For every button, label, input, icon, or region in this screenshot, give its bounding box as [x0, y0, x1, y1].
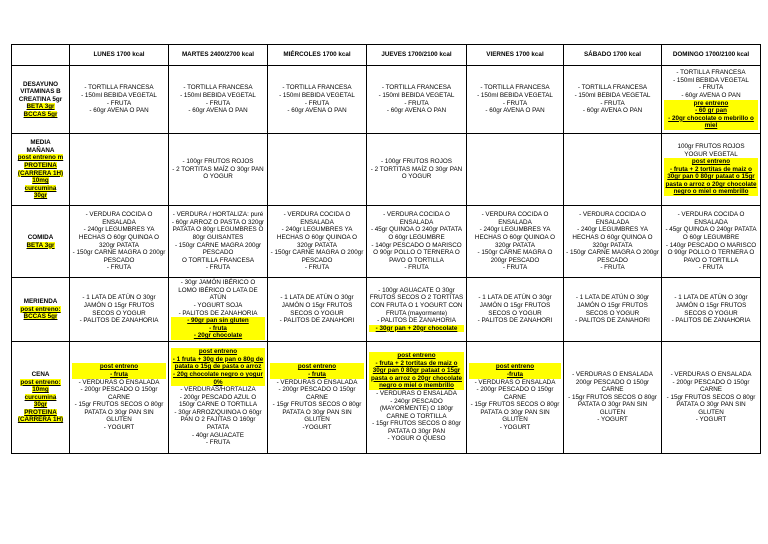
- meal-cell: [169, 278, 268, 342]
- meal-line: - 30gr ARROZ/QUINOA O 60gr PAN O 2 FAJITAS O 160gr PATATA: [174, 408, 262, 432]
- meal-label-highlight: 10mg: [32, 386, 49, 394]
- meal-line: - 150ml BEBIDA VEGETAL: [574, 91, 651, 99]
- meal-line: - 200gr PESCADO O 150gr CARNE: [80, 386, 158, 401]
- meal-line: - 140gr PESCADO O MARISCO O 90gr POLLO O TERNERA O PAVO O TORTILLA: [665, 241, 757, 264]
- meal-line: - YOGURT SOJA: [193, 301, 243, 309]
- meal-cell: [467, 278, 564, 342]
- meal-line: - FRUTA: [106, 99, 132, 107]
- meal-cell: [70, 278, 169, 342]
- meal-label-desayuno: [12, 66, 70, 134]
- meal-cell: [169, 342, 268, 454]
- highlighted-line: - 20gr chocolate o mebrillo o miel: [664, 115, 758, 130]
- highlighted-line: -fruta: [469, 371, 561, 379]
- meal-label-line: [14, 154, 67, 162]
- weekly-diet-table: [11, 44, 761, 454]
- meal-label-highlight: PROTEINA: [24, 161, 57, 169]
- meal-line: - VERDURAS O ENSALADA: [78, 378, 160, 386]
- meal-label-highlight: BETA 3gr: [26, 103, 55, 111]
- meal-cell: [367, 342, 467, 454]
- meal-line: - 15gr FRUTOS SECOS O 80gr PATATA O 30gr PAN SIN GLUTEN: [470, 401, 560, 424]
- meal-label-highlight: 10mg: [32, 177, 49, 185]
- meal-label-highlight: (CARRERA 1H): [17, 416, 64, 424]
- meal-line: - 100gr FRUTOS ROJOS: [381, 158, 452, 166]
- meal-line: - VERDURA COCIDA O ENSALADA: [85, 211, 153, 226]
- meal-line: - 60gr AVENA O PAN: [386, 107, 447, 115]
- meal-label-line: VITAMINAS B: [20, 88, 61, 96]
- column-header-sabado: SÁBADO 1700 kcal: [564, 45, 662, 66]
- meal-line: - 240gr LEGUMBRES YA HECHAS O 60gr QUINOA O 320gr PATATA: [572, 226, 653, 249]
- meal-row-comida: [12, 206, 761, 278]
- highlighted-line: - 1 fruta + 30g de pan o 80g de patata o 15g de pasta o arroz: [172, 355, 264, 371]
- meal-label-line: [14, 177, 67, 185]
- meal-cell: [367, 134, 467, 206]
- meal-line: - 240gr LEGUMBRES YA HECHAS O 60gr QUINOA O 320gr PATATA: [474, 226, 556, 249]
- meal-label-line: [14, 162, 67, 170]
- meal-cell: [662, 206, 761, 278]
- meal-label-highlight: post entreno m: [17, 154, 64, 162]
- meal-label-line: MAÑANA: [26, 146, 55, 154]
- highlighted-line: post entreno: [72, 363, 166, 371]
- meal-line: - FRUTA: [502, 264, 528, 272]
- meal-line: - 240gr PESCADO (MAYORMENTE) O 180gr CARNE O TORTILLA: [379, 397, 454, 420]
- meal-row-merienda: [12, 278, 761, 342]
- meal-line: - 40gr AGUACATE: [191, 431, 245, 439]
- meal-line: O TORTILLA FRANCESA: [181, 256, 255, 264]
- meal-line: - TORTILLA FRANCESA: [577, 84, 648, 92]
- meal-cell: [169, 206, 268, 278]
- meal-line: YOGUR VEGETAL: [684, 150, 738, 158]
- meal-label-line: COMIDA: [27, 233, 54, 241]
- meal-line: - 60gr AVENA O PAN: [582, 107, 643, 115]
- meal-label-highlight: curcumina: [24, 184, 57, 192]
- meal-cell: [70, 66, 169, 134]
- highlighted-line: - fruta + 2 tortitas de maiz o 30gr pan 0 80gr pataat o 15gr pasta o arroz o 20gr chocolate negro o miel o membrillo: [369, 360, 464, 390]
- highlighted-line: - 90gr pan sin gluten: [171, 317, 265, 325]
- meal-line: - 1 LATA DE ATÚN O 30gr JAMÓN O 15gr FRUTOS SECOS O YOGUR: [478, 294, 552, 317]
- meal-line: - FRUTA: [698, 264, 724, 272]
- highlighted-line: - 30gr pan + 20gr chocolate: [369, 325, 464, 333]
- meal-line: - VERDURA COCIDA O ENSALADA: [579, 211, 646, 226]
- meal-cell: [467, 66, 564, 134]
- meal-line: - FRUTA: [404, 264, 429, 272]
- meal-line: - VERDURAS O ENSALADA: [670, 370, 752, 378]
- meal-line: - 60gr AVENA O PAN: [188, 107, 248, 115]
- highlighted-line: - fruta: [270, 371, 364, 379]
- meal-label-line: [14, 185, 67, 193]
- meal-line: 100gr FRUTOS ROJOS: [677, 142, 745, 150]
- meal-cell: [564, 342, 662, 454]
- meal-line: - 150ml BEBIDA VEGETAL: [477, 91, 553, 99]
- meal-cell: [467, 206, 564, 278]
- meal-line: - YOGUR O QUESO: [387, 435, 446, 443]
- meal-cell: [70, 206, 169, 278]
- meal-line: - 240gr LEGUMBRES YA HECHAS O 60gr QUINOA O 320gr PATATA: [78, 226, 160, 249]
- meal-line: - VERDURAS O ENSALADA 200gr PESCADO O 150gr CARNE: [572, 370, 653, 394]
- meal-line: - 45gr QUINOA O 240gr PATATA O 60gr LEGUMBRE: [665, 226, 757, 241]
- meal-line: - 150gr CARNE MAGRA O 200gr PESCADO: [270, 249, 364, 264]
- column-header-martes: MARTES 2400/2700 kcal: [169, 45, 268, 66]
- highlighted-line: post entreno: [171, 348, 265, 356]
- meal-label-line: [14, 394, 67, 402]
- meal-line: - 1 LATA DE ATÚN O 30gr JAMÓN O 15gr FRUTOS SECOS O YOGUR: [82, 294, 156, 317]
- meal-line: - TORTILLA FRANCESA: [84, 84, 154, 92]
- meal-line: - 200gr PESCADO O 150gr CARNE: [672, 378, 750, 394]
- meal-label-line: MEDIA: [30, 139, 51, 147]
- meal-cell: [467, 134, 564, 206]
- meal-line: - YOGURT: [103, 424, 135, 432]
- column-header-lunes: LUNES 1700 kcal: [70, 45, 169, 66]
- meal-line: - VERDURAS O ENSALADA: [276, 378, 358, 386]
- meal-line: - 200gr PESCADO AZUL O 150gr CARNE O TORTILLA: [178, 393, 258, 409]
- meal-line: - PALITOS DE ZANAHORI: [575, 317, 650, 325]
- meal-label-line: [14, 192, 67, 200]
- highlighted-line: pre entreno: [664, 100, 758, 108]
- highlighted-line: post entreno: [664, 158, 758, 166]
- meal-label-line: [14, 313, 67, 321]
- meal-line: - FRUTA: [600, 99, 625, 107]
- meal-line: - 100gr AGUACATE O 30gr FRUTOS SECOS O 2 TORTITAS CON FRUTA O 1 YOGURT CON FRUTA (mayormente): [369, 286, 464, 317]
- meal-line: - 150ml BEBIDA VEGETAL: [378, 91, 455, 99]
- meal-label-cena: [12, 342, 70, 454]
- meal-line: - 45gr QUINOA O 240gr PATATA O 60gr LEGUMBRE: [370, 226, 463, 241]
- meal-line: - YOGURT: [597, 416, 628, 424]
- meal-cell: [467, 342, 564, 454]
- column-header-jueves: JUEVES 1700/2100 kcal: [367, 45, 467, 66]
- meal-label-highlight: BCCAS 5gr: [23, 313, 58, 321]
- meal-line: - 2 TORTITAS MAÍZ O 30gr PAN O YOGUR: [370, 165, 463, 181]
- table-body: [12, 66, 761, 454]
- meal-line: - VERDURA / HORTALIZA: puré: [172, 211, 264, 219]
- highlighted-line: - 20g chocolate negro o yogur 0%: [171, 371, 265, 386]
- meal-line: - VERDURAS O ENSALADA: [376, 389, 457, 397]
- meal-label-line: [14, 386, 67, 394]
- meal-line: - VERDURA COCIDA O ENSALADA: [383, 211, 450, 226]
- meal-label-media-manana: [12, 134, 70, 206]
- highlighted-line: post entreno: [270, 363, 364, 371]
- column-header-miercoles: MIÉRCOLES 1700 kcal: [268, 45, 367, 66]
- meal-line: - 15gr FRUTOS SECOS O 80gr PATATA O 30gr PAN SIN GLUTEN: [666, 393, 756, 416]
- meal-line: - FRUTA: [404, 99, 429, 107]
- meal-line: - PALITOS DE ZANAHORI: [279, 317, 355, 325]
- meal-label-highlight: 30gr: [33, 401, 48, 409]
- meal-cell: [662, 342, 761, 454]
- meal-line: - 1 LATA DE ATÚN O 30gr JAMÓN O 15gr FRUTOS SECOS O YOGUR: [575, 294, 650, 317]
- meal-line: - 150ml BEBIDA VEGETAL: [279, 91, 355, 99]
- highlighted-line: post entreno: [469, 363, 561, 371]
- meal-line: - PALITOS DE ZANAHORIA: [377, 317, 456, 325]
- meal-cell: [169, 134, 268, 206]
- meal-line: - 150gr CARNE MAGRA 200gr PESCADO: [174, 241, 262, 257]
- meal-line: - PALITOS DE ZANAHORIA: [79, 317, 159, 325]
- meal-label-line: [14, 379, 67, 387]
- meal-line: - 150ml BEBIDA VEGETAL: [81, 91, 157, 99]
- meal-label-highlight: 30gr: [33, 192, 48, 200]
- meal-line: - 150gr CARNE MAGRA O 200gr PESCADO: [477, 249, 553, 264]
- meal-line: - FRUTA: [304, 99, 330, 107]
- meal-line: - 15gr FRUTOS SECOS O 80gr PATATA O 30gr PAN SIN GLUTEN: [568, 393, 657, 416]
- meal-label-merienda: [12, 278, 70, 342]
- meal-line: - TORTILLA FRANCESA: [282, 84, 352, 92]
- meal-label-line: CENA: [31, 370, 50, 378]
- meal-cell: [367, 66, 467, 134]
- meal-line: - VERDURAS O ENSALADA: [474, 378, 556, 386]
- meal-line: -YOGURT: [302, 424, 332, 432]
- meal-label-line: [14, 111, 67, 119]
- meal-label-highlight: BETA 3gr: [26, 241, 55, 249]
- meal-line: - 15gr FRUTOS SECOS O 80gr PATATA O 30gr PAN SIN GLUTEN: [272, 401, 362, 424]
- highlighted-line: - fruta: [171, 325, 265, 333]
- meal-line: - PALITOS DE ZANAHORIA: [178, 309, 258, 317]
- meal-cell: [564, 134, 662, 206]
- meal-line: - 150ml BEBIDA VEGETAL: [180, 91, 256, 99]
- highlighted-line: - 20gr chocolate: [171, 332, 265, 340]
- meal-line: - VERDURA COCIDA O ENSALADA: [481, 211, 549, 226]
- meal-cell: [268, 342, 367, 454]
- meal-cell: [70, 134, 169, 206]
- highlighted-line: post entreno: [369, 352, 464, 360]
- meal-line: - VERDURA COCIDA O ENSALADA: [283, 211, 351, 226]
- meal-cell: [268, 66, 367, 134]
- meal-line: - 1 LATA DE ATÚN O 30gr JAMÓN O 15gr FRUTOS SECOS O YOGUR: [280, 294, 354, 317]
- meal-cell: [564, 66, 662, 134]
- meal-line: - FRUTA: [106, 264, 132, 272]
- meal-line: - FRUTA: [698, 84, 724, 92]
- meal-label-highlight: BCCAS 5gr: [23, 110, 58, 118]
- meal-cell: [564, 278, 662, 342]
- meal-line: - FRUTA: [205, 264, 231, 272]
- meal-label-highlight: PROTEINA: [24, 408, 57, 416]
- highlighted-line: - fruta + 2 tortitas de maiz o 30gr pan 0 80gr pataat o 15gr pasta o arroz o 20gr chocolate negro o miel o membrillo: [665, 165, 757, 196]
- meal-label-comida: [12, 206, 70, 278]
- meal-label-highlight: (CARRERA 1H): [17, 169, 64, 177]
- meal-line: - 100gr FRUTOS ROJOS: [182, 158, 254, 166]
- meal-label-line: [14, 401, 67, 409]
- meal-line: - FRUTA: [205, 439, 231, 447]
- meal-line: - FRUTA: [304, 264, 330, 272]
- meal-cell: [268, 134, 367, 206]
- meal-line: - TORTILLA FRANCESA: [381, 84, 452, 92]
- meal-line: - FRUTA: [502, 99, 528, 107]
- meal-label-line: [14, 242, 67, 250]
- meal-cell: [662, 278, 761, 342]
- meal-row-desayuno: [12, 66, 761, 134]
- meal-label-line: MERIENDA: [23, 298, 58, 306]
- meal-line: - TORTILLA FRANCESA: [480, 84, 550, 92]
- meal-line: - 60gr AVENA O PAN: [287, 107, 347, 115]
- header-row: [12, 45, 761, 66]
- meal-line: - 140gr PESCADO O MARISCO O 90gr POLLO O TERNERA O PAVO O TORTILLA: [371, 241, 462, 264]
- meal-row-media-manana: [12, 134, 761, 206]
- meal-line: - VERDURAS/HORTALIZA: [180, 386, 256, 394]
- meal-line: - 15gr FRUTOS SECOS O 80gr PATATA O 30gr PAN SIN GLUTEN: [74, 401, 164, 424]
- column-header-domingo: DOMINGO 1700/2100 kcal: [662, 45, 761, 66]
- meal-label-line: [14, 416, 67, 424]
- meal-line: - 15gr FRUTOS SECOS O 80gr PATATA O 30gr PAN: [372, 420, 461, 435]
- meal-label-highlight: post entreno:: [20, 378, 61, 386]
- meal-label-line: CREATINA 5gr: [18, 95, 63, 103]
- meal-cell: [367, 206, 467, 278]
- column-header-viernes: VIERNES 1700 kcal: [467, 45, 564, 66]
- meal-line: - FRUTA: [600, 264, 625, 272]
- meal-cell: [662, 134, 761, 206]
- meal-line: - 150gr CARNE MAGRA O 200gr PESCADO: [566, 249, 659, 264]
- meal-line: - 60gr AVENA O PAN: [89, 107, 149, 115]
- meal-line: - YOGURT: [695, 416, 727, 424]
- meal-cell: [367, 278, 467, 342]
- meal-line: - 2 TORTITAS MAÍZ O 30gr PAN O YOGUR: [172, 165, 264, 181]
- meal-label-line: DESAYUNO: [22, 80, 59, 88]
- corner-cell: [12, 45, 70, 66]
- meal-line: - PALITOS DE ZANAHORI: [477, 317, 553, 325]
- meal-label-line: [14, 103, 67, 111]
- meal-line: - FRUTA: [205, 99, 231, 107]
- meal-line: - TORTILLA FRANCESA: [183, 84, 253, 92]
- meal-line: - 200gr PESCADO O 150gr CARNE: [476, 386, 554, 401]
- meal-line: - PALITOS DE ZANAHORIA: [671, 317, 751, 325]
- meal-line: - 1 LATA DE ATÚN O 30gr JAMÓN O 15gr FRUTOS SECOS O YOGUR: [674, 294, 748, 317]
- meal-label-line: [14, 409, 67, 417]
- meal-line: - 150ml BEBIDA VEGETAL: [673, 76, 749, 84]
- meal-cell: [268, 206, 367, 278]
- meal-cell: [268, 278, 367, 342]
- meal-line: - 60gr ARROZ O PASTA O 320gr PATATA O 80gr LEGUMBRES O 80gr GUISANTES: [171, 218, 265, 241]
- meal-label-highlight: post entreno:: [20, 305, 61, 313]
- meal-line: - 150gr CARNE MAGRA O 200gr PESCADO: [72, 249, 166, 264]
- meal-line: - 30gr JAMÓN IBÉRICO O LOMO IBÉRICO O LATA DE ATÚN: [178, 279, 258, 302]
- meal-line: - TORTILLA FRANCESA: [676, 69, 746, 77]
- meal-line: - 200gr PESCADO O 150gr CARNE: [278, 386, 356, 401]
- meal-line: - 240gr LEGUMBRES YA HECHAS O 60gr QUINOA O 320gr PATATA: [276, 226, 358, 249]
- meal-label-highlight: curcumina: [24, 393, 57, 401]
- meal-cell: [662, 66, 761, 134]
- meal-line: - 60gr AVENA O PAN: [485, 107, 545, 115]
- meal-line: - VERDURA COCIDA O ENSALADA: [677, 211, 745, 226]
- meal-row-cena: [12, 342, 761, 454]
- meal-line: - 60gr AVENA O PAN: [681, 91, 741, 99]
- meal-cell: [564, 206, 662, 278]
- meal-label-line: [14, 306, 67, 314]
- highlighted-line: - 60 gr pan: [664, 107, 758, 115]
- highlighted-line: - fruta: [72, 371, 166, 379]
- meal-cell: [70, 342, 169, 454]
- meal-line: - YOGURT: [499, 424, 531, 432]
- meal-cell: [169, 66, 268, 134]
- meal-label-line: [14, 170, 67, 178]
